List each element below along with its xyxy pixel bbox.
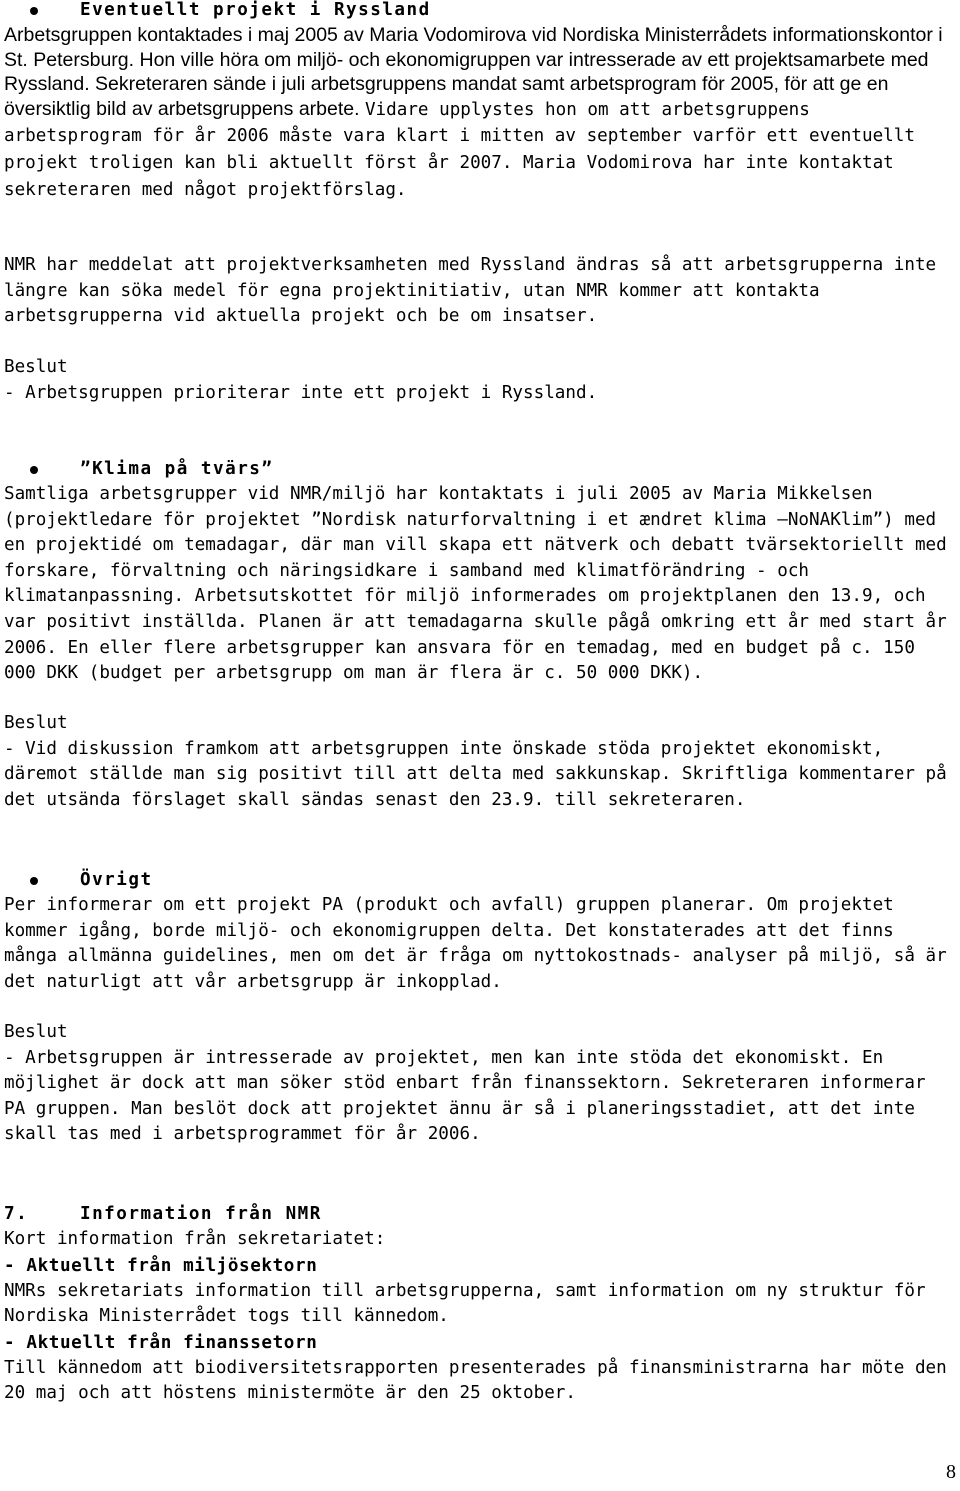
- ryssland-paragraph-2-block: [4, 253, 954, 330]
- page-number: 8: [946, 1461, 956, 1483]
- section-klima: [4, 456, 954, 687]
- section-ovrigt: [4, 867, 954, 995]
- beslut-text: - Vid diskussion framkom att arbetsgruppen inte önskade stöda projektet ekonomiskt, däremot ställde man sig positivt till att delta med sakkunskap. Skriftliga kommentarer på det utsända förslaget skall sändas senast den 23.9. till sekreteraren.: [4, 738, 947, 810]
- miljosektorn-text: NMRs sekretariats information till arbetsgrupperna, samt information om ny struktur för Nordiska Ministerrådet togs till kännedom.: [4, 1280, 926, 1327]
- subheading-finanssetorn: - Aktuellt från finanssetorn: [4, 1332, 318, 1353]
- section-heading-ovrigt: Övrigt: [4, 867, 954, 893]
- subheading-miljosektorn: - Aktuellt från miljösektorn: [4, 1255, 318, 1276]
- ryssland-beslut-block: [4, 355, 954, 406]
- bullet-icon: [30, 7, 38, 15]
- finanssetorn-text: Till kännedom att biodiversitetsrapporten presenterades på finansministrarna har möte den 20 maj och att höstens ministermöte är den 25 oktober.: [4, 1357, 947, 1404]
- section-nmr: [4, 1201, 954, 1407]
- ryssland-paragraph-2: NMR har meddelat att projektverksamheten med Ryssland ändras så att arbetsgrupperna inte längre kan söka medel för egna projektinitiativ, utan NMR kommer att kontakta arbetsgrupperna vid aktuella projekt och be om insatser.: [4, 255, 937, 327]
- bullet-icon: [30, 877, 38, 885]
- section-heading-klima: ”Klima på tvärs”: [4, 456, 954, 482]
- section-ryssland: [4, 0, 954, 203]
- section-heading-ryssland: Eventuellt projekt i Ryssland: [4, 0, 954, 23]
- klima-beslut-block: [4, 711, 954, 813]
- bullet-icon: [30, 466, 38, 474]
- klima-paragraph-1: Samtliga arbetsgrupper vid NMR/miljö har kontaktats i juli 2005 av Maria Mikkelsen (projektledare för projektet ”Nordisk naturforvaltning i et ændret klima –NoNAKlim”) med en projektidé om temadagar, där man vill skapa ett nätverk och debatt tvärsektoriellt med forskare, förvaltning och näringsidkare i samband med klimatförändring - och klimatanpassning. Arbetsutskottet för miljö informerades om projektplanen den 13.9, och var positivt inställda. Planen är att temadagarna skulle pågå omkring ett år med start år 2006. En eller flere arbetsgrupper kan ansvara för en temadag, med en budget på c. 150 000 DKK (budget per arbetsgrupp om man är flera är c. 50 000 DKK).: [4, 484, 947, 684]
- nmr-intro: Kort information från sekretariatet:: [4, 1229, 386, 1249]
- ovrigt-beslut-block: [4, 1020, 954, 1148]
- ryssland-paragraph-1: Arbetsgruppen kontaktades i maj 2005 av Maria Vodomirova vid Nordiska Ministerrådets informationskontor i St. Petersburg. Hon ville höra om miljö- och ekonomigruppen var intresserade av ett projektsamarbete med Ryssland. Sekreteraren sände i juli arbetsgruppens mandat samt arbetsprogram för 2005, för att ge en översiktlig bild av arbetsgruppens arbete. Vidare upplystes hon om att arbetsgruppens arbetsprogram för år 2006 måste vara klart i mitten av september varför ett eventuellt projekt troligen kan bli aktuellt först år 2007. Maria Vodomirova har inte kontaktat sekreteraren med något projektförslag.: [4, 24, 943, 200]
- ovrigt-paragraph-1: Per informerar om ett projekt PA (produkt och avfall) gruppen planerar. Om projektet kommer igång, borde miljö- och ekonomigruppen delta. Det konstaterades att det finns många allmänna guidelines, men om det är fråga om nyttokostnads- analyser på miljö, så är det naturligt att vår arbetsgrupp är inkopplad.: [4, 895, 947, 992]
- beslut-label: Beslut: [4, 1022, 68, 1042]
- beslut-text: - Arbetsgruppen prioriterar inte ett projekt i Ryssland.: [4, 382, 598, 403]
- beslut-text: - Arbetsgruppen är intresserade av projektet, men kan inte stöda det ekonomiskt. En möjlighet är dock att man söker stöd enbart från finanssektorn. Sekreteraren informerar PA gruppen. Man beslöt dock att projektet ännu är så i planeringsstadiet, att det inte skall tas med i arbetsprogrammet för år 2006.: [4, 1047, 926, 1145]
- section-number: 7.: [4, 1204, 29, 1224]
- section-heading-nmr: 7. Information från NMR: [4, 1201, 954, 1227]
- beslut-label: Beslut: [4, 357, 68, 377]
- beslut-label: Beslut: [4, 713, 68, 733]
